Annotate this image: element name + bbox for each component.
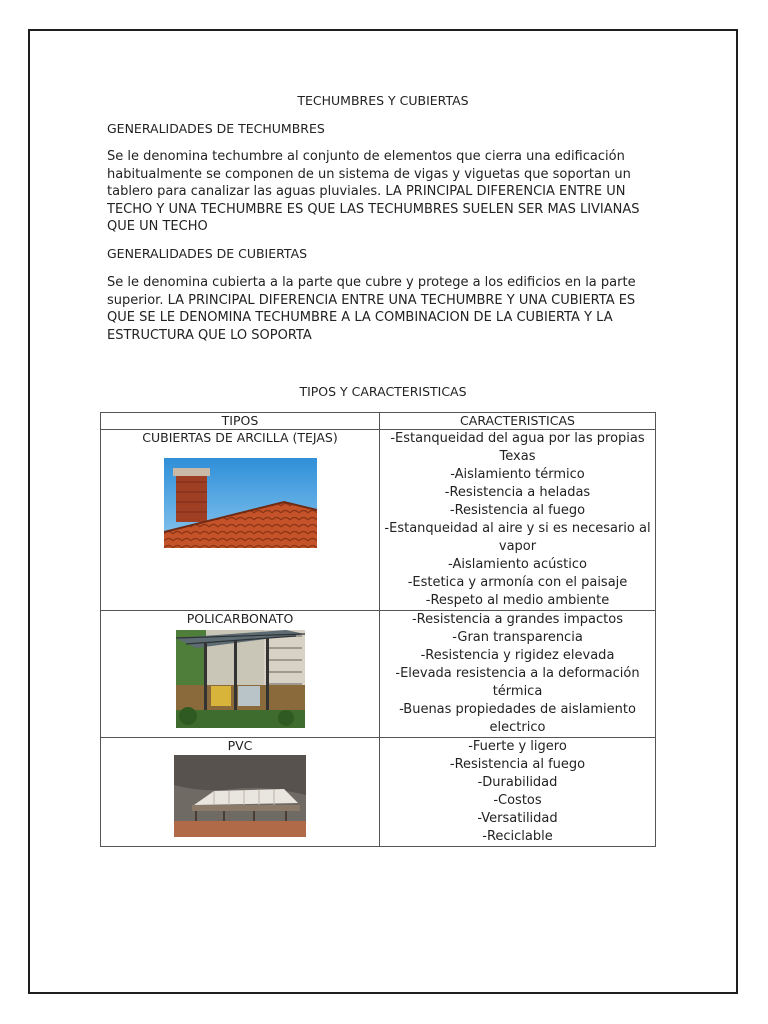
tipo-cell xyxy=(101,738,380,847)
caracteristica-item: -Resistencia a grandes impactos xyxy=(411,612,623,627)
heading-techumbres: GENERALIDADES DE TECHUMBRES xyxy=(107,121,325,136)
polycarbonate-canopy-image xyxy=(176,630,305,728)
paragraph-cubiertas: Se le denomina cubierta a la parte que cubre y protege a los edificios en la parte superior. LA PRINCIPAL DIFERENCIA ENTRE UNA TECHUMBRE Y UNA CUBIERTA ES QUE SE LE DENOMINA TECHUMBRE A LA COMBINACION DE LA CUBIERTA Y LA ESTRUCTURA QUE LO SOPORTA xyxy=(107,275,636,343)
caracteristica-item: -Resistencia a heladas xyxy=(444,485,591,500)
clay-tile-roof-image xyxy=(164,458,317,548)
heading-cubiertas: GENERALIDADES DE CUBIERTAS xyxy=(107,246,308,261)
tipo-label: POLICARBONATO xyxy=(186,611,294,626)
paragraph-techumbres: Se le denomina techumbre al conjunto de elementos que cierra una edificación habitualmente se componen de un sistema de vigas y viguetas que soportan un tablero para canalizar las aguas pluviales. LA PRINCIPAL DIFERENCIA ENTRE UN TECHO Y UNA TECHUMBRE ES QUE LAS TECHUMBRES SUELEN SER MAS LIVIANAS QUE UN TECHO xyxy=(107,149,640,234)
tipo-label: PVC xyxy=(227,738,253,753)
caracteristica-item: -Fuerte y ligero xyxy=(468,739,567,754)
caracteristica-item: -Estetica y armonía con el paisaje xyxy=(407,575,628,590)
caracteristica-item: -Durabilidad xyxy=(477,775,558,790)
tipo-cell xyxy=(101,430,380,611)
tipo-cell xyxy=(101,611,380,738)
caracteristica-item: -Versatilidad xyxy=(477,811,558,826)
caracteristica-item: -Resistencia al fuego xyxy=(449,503,586,518)
caracteristica-item: -Elevada resistencia a la deformación térmica xyxy=(395,666,640,699)
document-page xyxy=(28,29,738,994)
caracteristica-item: -Buenas propiedades de aislamiento electrico xyxy=(399,702,636,735)
caracteristica-item: -Estanqueidad al aire y si es necesario al vapor xyxy=(384,521,651,554)
caracteristica-item: -Estanqueidad del agua por las propias Texas xyxy=(390,431,645,464)
pvc-roof-image xyxy=(174,755,306,837)
caracteristicas-cell xyxy=(380,738,656,847)
caracteristica-item: -Gran transparencia xyxy=(452,630,583,645)
document-title: TECHUMBRES Y CUBIERTAS xyxy=(297,93,469,108)
header-tipos: TIPOS xyxy=(101,413,380,430)
table-header-row xyxy=(101,413,656,430)
caracteristica-item: -Resistencia al fuego xyxy=(449,757,586,772)
header-caracteristicas: CARACTERISTICAS xyxy=(380,413,656,430)
caracteristica-item: -Respeto al medio ambiente xyxy=(425,593,610,608)
caracteristica-item: -Aislamiento térmico xyxy=(450,467,585,482)
caracteristicas-cell xyxy=(380,611,656,738)
table-row xyxy=(101,430,656,611)
caracteristica-item: -Aislamiento acústico xyxy=(448,557,587,572)
types-table xyxy=(100,412,656,847)
table-title: TIPOS Y CARACTERISTICAS xyxy=(299,384,467,399)
table-row xyxy=(101,738,656,847)
tipo-label: CUBIERTAS DE ARCILLA (TEJAS) xyxy=(142,430,338,445)
caracteristicas-cell xyxy=(380,430,656,611)
caracteristica-item: -Resistencia y rigidez elevada xyxy=(420,648,615,663)
caracteristica-item: -Costos xyxy=(493,793,542,808)
table-row xyxy=(101,611,656,738)
caracteristica-item: -Reciclable xyxy=(482,829,553,844)
